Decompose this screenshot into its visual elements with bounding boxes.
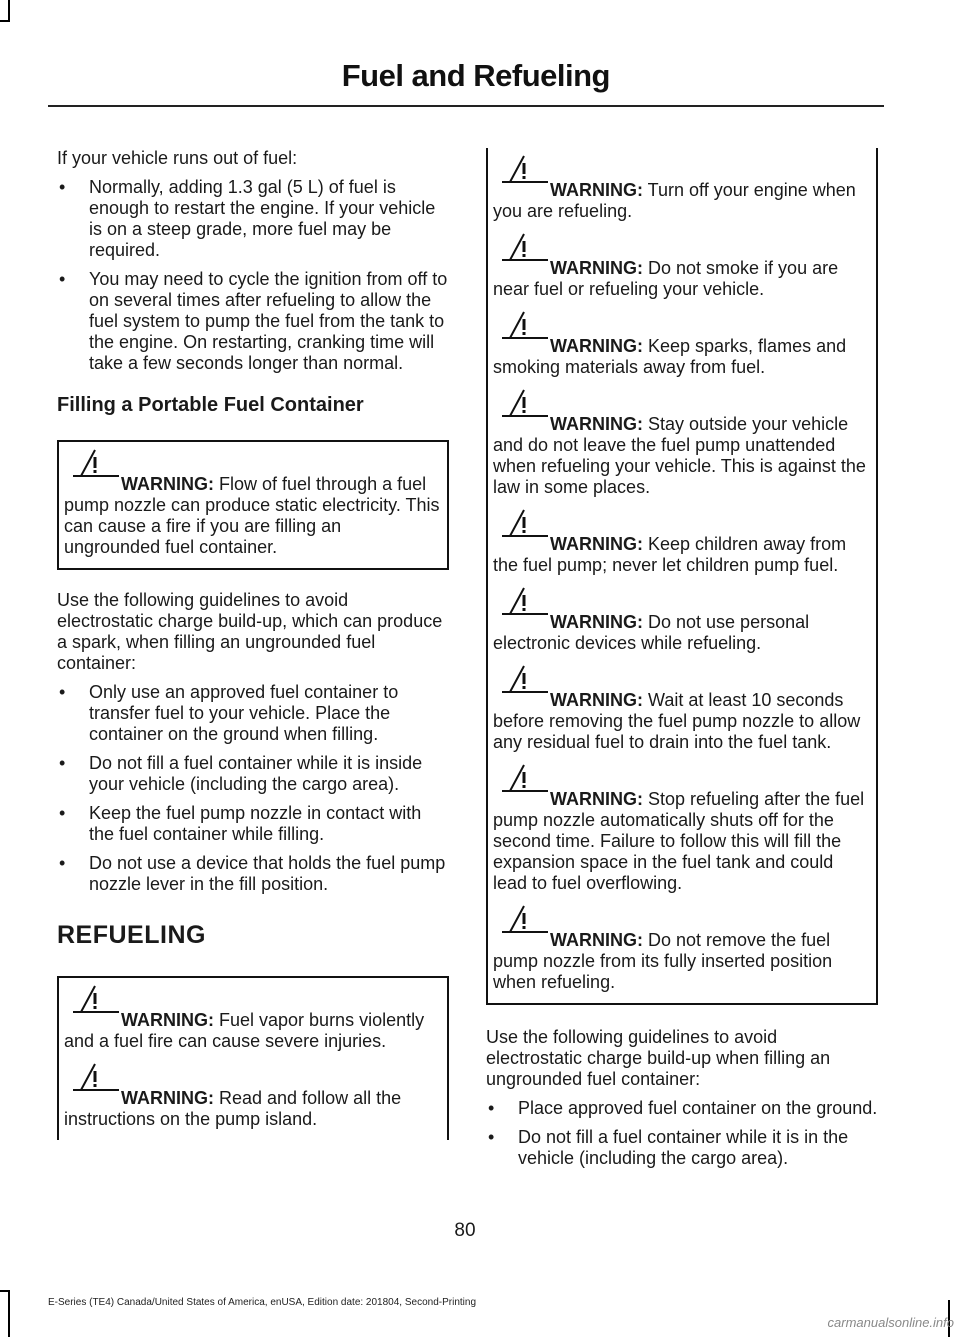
warning-triangle-icon	[69, 1062, 121, 1092]
warning: WARNING: Do not remove the fuel pump nozzle from its fully inserted position when refueling.	[493, 908, 870, 993]
footer-edition-text: E-Series (TE4) Canada/United States of America, enUSA, Edition date: 201804, Second-Printing	[48, 1297, 477, 1308]
crop-mark-bottom-left-v	[8, 1290, 10, 1337]
warning-triangle-icon	[498, 904, 550, 934]
guideline-bullet-list	[486, 1098, 878, 1169]
warning-triangle-icon	[498, 664, 550, 694]
warning: WARNING: Wait at least 10 seconds before removing the fuel pump nozzle to allow any residual fuel to drain into the fuel tank.	[493, 668, 870, 753]
bullet-icon: •	[59, 753, 66, 773]
bullet-icon: •	[59, 177, 66, 197]
warning: WARNING: Do not smoke if you are near fuel or refueling your vehicle.	[493, 236, 870, 300]
warning: WARNING: Flow of fuel through a fuel pump nozzle can produce static electricity. This can cause a fire if you are filling an ungrounded fuel container.	[64, 452, 441, 558]
bullet-icon: •	[59, 803, 66, 823]
list-item: • Keep the fuel pump nozzle in contact with the fuel container while filling.	[59, 803, 422, 844]
warning: WARNING: Read and follow all the instructions on the pump island.	[64, 1066, 441, 1130]
warning-box	[57, 976, 449, 1140]
list-item: • Do not use a device that holds the fuel pump nozzle lever in the fill position.	[59, 853, 446, 894]
list-item: • Only use an approved fuel container to transfer fuel to your vehicle. Place the container on the ground when filling.	[59, 682, 399, 744]
warning-box	[486, 148, 878, 1005]
bullet-icon: •	[488, 1098, 495, 1118]
list-item: • Do not fill a fuel container while it is in the vehicle (including the cargo area).	[488, 1127, 849, 1168]
warning: WARNING: Stop refueling after the fuel pump nozzle automatically shuts off for the second time. Failure to follow this will fill the expansion space in the fuel tank and could lead to fuel overflowing.	[493, 767, 870, 894]
guideline-bullet-list	[57, 682, 449, 895]
subheading: Filling a Portable Fuel Container	[57, 394, 364, 416]
guidelines-text: Use the following guidelines to avoid electrostatic charge build-up when filling an ungrounded fuel container:	[486, 1027, 831, 1089]
bullet-icon: •	[59, 853, 66, 873]
watermark: carmanualsonline.info	[827, 1315, 954, 1330]
warning-triangle-icon	[498, 154, 550, 184]
bullet-icon: •	[59, 682, 66, 702]
warning-triangle-icon	[69, 448, 121, 478]
warning-box	[57, 440, 449, 570]
warning-triangle-icon	[498, 310, 550, 340]
guidelines-text: Use the following guidelines to avoid electrostatic charge build-up, which can produce a spark, when filling an ungrounded fuel container:	[57, 590, 443, 673]
intro-bullet-list	[57, 177, 449, 374]
warning: WARNING: Do not use personal electronic devices while refueling.	[493, 590, 870, 654]
intro-text: If your vehicle runs out of fuel:	[57, 148, 298, 168]
warning: WARNING: Keep children away from the fuel pump; never let children pump fuel.	[493, 512, 870, 576]
warning-triangle-icon	[498, 586, 550, 616]
crop-mark-top-left-v	[8, 0, 10, 22]
bullet-icon: •	[488, 1127, 495, 1147]
warning-triangle-icon	[69, 984, 121, 1014]
header-rule	[48, 105, 884, 107]
bullet-icon: •	[59, 269, 66, 289]
list-item: • Normally, adding 1.3 gal (5 L) of fuel is enough to restart the engine. If your vehicle is on a steep grade, more fuel may be required.	[59, 177, 436, 260]
right-column	[486, 148, 878, 1177]
left-column	[57, 148, 449, 1140]
list-item: • You may need to cycle the ignition from off to on several times after refueling to allow the fuel system to pump the fuel from the tank to the engine. On restarting, cranking time will take a few seconds longer than normal.	[59, 269, 448, 373]
crop-mark-bottom-left-h	[0, 1290, 10, 1292]
crop-mark-top-left-h	[0, 20, 10, 22]
page-title: Fuel and Refueling	[341, 58, 610, 93]
list-item: • Place approved fuel container on the ground.	[488, 1098, 878, 1118]
warning: WARNING: Stay outside your vehicle and do not leave the fuel pump unattended when refueling your vehicle. This is against the law in some places.	[493, 392, 870, 498]
warning-triangle-icon	[498, 508, 550, 538]
warning: WARNING: Fuel vapor burns violently and a fuel fire can cause severe injuries.	[64, 988, 441, 1052]
warning-triangle-icon	[498, 388, 550, 418]
warning-triangle-icon	[498, 763, 550, 793]
page-number: 80	[454, 1220, 476, 1241]
warning: WARNING: Keep sparks, flames and smoking materials away from fuel.	[493, 314, 870, 378]
section-heading: REFUELING	[57, 921, 206, 949]
warning-triangle-icon	[498, 232, 550, 262]
warning: WARNING: Turn off your engine when you are refueling.	[493, 158, 870, 222]
list-item: • Do not fill a fuel container while it is inside your vehicle (including the cargo area).	[59, 753, 423, 794]
